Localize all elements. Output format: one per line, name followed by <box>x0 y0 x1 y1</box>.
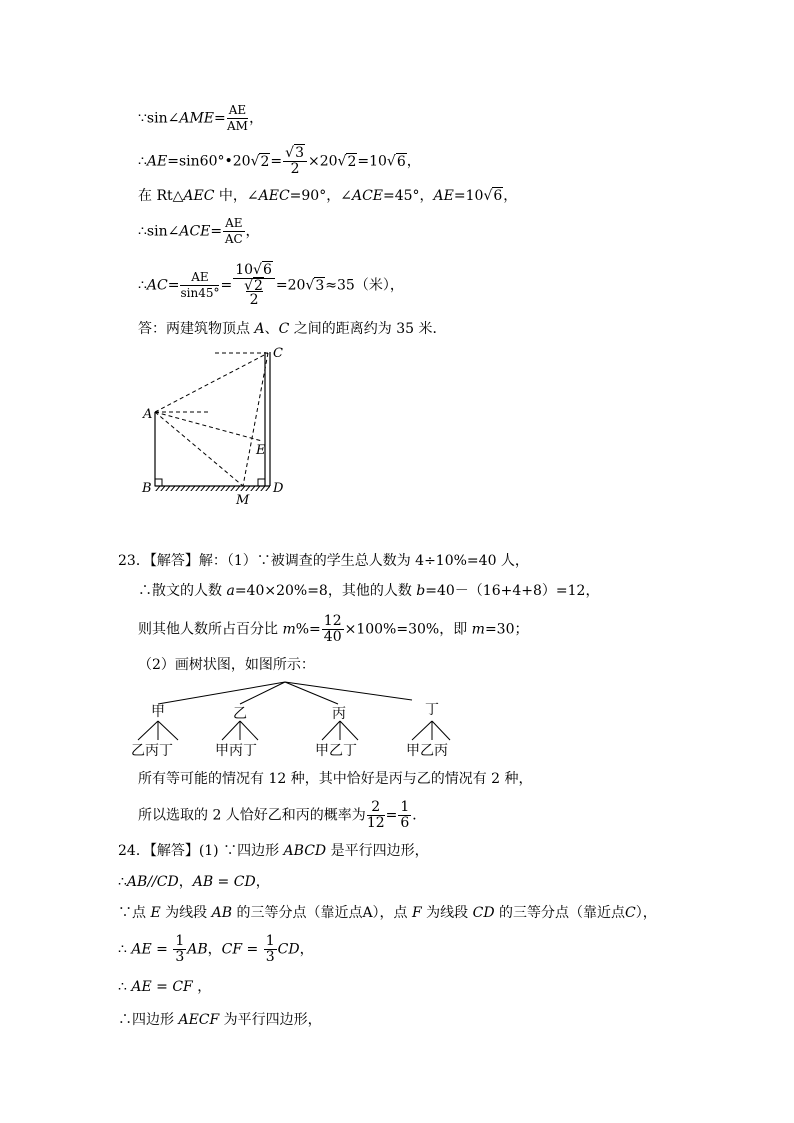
tree-leaves-3: 甲乙丁 <box>315 743 357 759</box>
tree-leaves-2: 甲丙丁 <box>215 743 257 759</box>
s23-line-4: （2）画树状图，如图所示： <box>138 657 315 673</box>
tree-leaves-1: 乙丙丁 <box>131 743 173 759</box>
s24-line-5: ∴ AE = CF ， <box>118 979 212 995</box>
s22-line-5: ∴AC= $\frac{AE}{\sin 45^\circ}$ = 10√6 √2 2 =20√3≈35（米）， <box>138 262 404 308</box>
label-e: E <box>256 443 266 458</box>
s23-heading: 23．【解答】解：（1）∵被调查的学生总人数为 4÷10%=40 人， <box>118 553 529 569</box>
s24-line-3: ∵点 E 为线段 AB 的三等分点（靠近点A），点 F 为线段 CD 的三等分点（靠近点C）， <box>118 905 657 921</box>
label-m: M <box>236 493 250 508</box>
label-c: C <box>273 346 283 361</box>
label-a: A <box>143 407 153 422</box>
s24-line-6: ∴四边形 AECF 为平行四边形， <box>118 1012 322 1028</box>
s23-line-5: 所有等可能的情况有 12 种，其中恰好是丙与乙的情况有 2 种， <box>138 771 533 787</box>
s23-line-6: 所以选取的 2 人恰好乙和丙的概率为 $\frac{2}{12}$ = $\frac{1}{6}$ ． <box>138 799 427 831</box>
line-ae <box>155 412 262 441</box>
s22-line-3: 在 Rt△AEC 中，∠AEC=90°，∠ACE=45°，AE=10√6， <box>138 188 518 204</box>
s24-line-4: ∴ AE = $\frac{1}{3}$ AB，CF = $\frac{1}{3}$ CD， <box>118 933 314 965</box>
tree-node-1: 甲 <box>151 704 165 720</box>
label-d: D <box>273 481 284 496</box>
right-angle-b <box>155 479 162 486</box>
s22-answer: 答：两建筑物顶点 A、C 之间的距离约为 35 米． <box>138 321 447 337</box>
s22-line-2: ∴AE=sin60°•20√2= $\frac{√3}{2}$ ×20√2=10√6， <box>138 145 421 177</box>
line-cm <box>243 353 268 486</box>
label-b: B <box>142 481 152 496</box>
s24-line-2: ∴AB//CD，AB = CD， <box>118 874 270 890</box>
tree-leaves-4: 甲乙丙 <box>406 743 448 759</box>
right-angle-d <box>258 479 265 486</box>
s22-line-4: ∴sin∠ACE= $\frac{AE}{AC}$ ， <box>138 216 260 246</box>
tree-node-2: 乙 <box>233 706 247 722</box>
s23-line-2: ∴散文的人数 a=40×20%=8，其他的人数 b=40－（16+4+8）=12， <box>138 583 600 599</box>
line-am <box>155 412 243 486</box>
line-ac <box>155 353 268 412</box>
tree-node-4: 丁 <box>425 702 439 718</box>
ground-hatch <box>155 486 270 491</box>
s22-line-1: ∵sin∠AME= $\frac{AE}{AM}$ ， <box>138 103 264 133</box>
s23-line-3: 则其他人数所占百分比 m%= $\frac{12}{40}$ ×100%=30%，即 m=30； <box>138 613 529 645</box>
tree-node-3: 丙 <box>332 706 346 722</box>
s24-heading: 24．【解答】(1) ∵四边形 ABCD 是平行四边形， <box>118 843 429 859</box>
